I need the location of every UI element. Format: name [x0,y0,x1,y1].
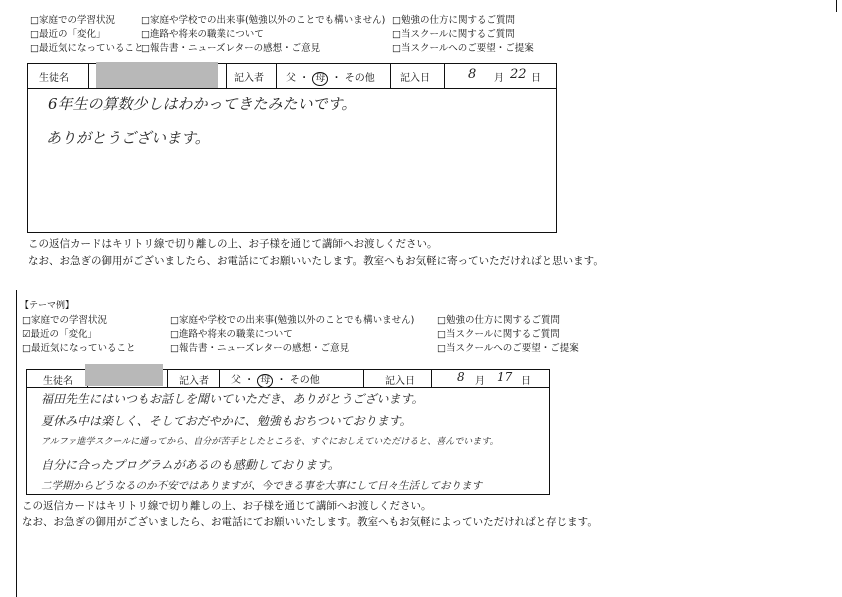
note-line: なお、お急ぎの御用がございましたら、お電話にてお願いいたします。教室へもお気軽に寄っていただければと思います。 [28,255,604,267]
writer-label: 記入者 [234,73,264,84]
date-label: 記入日 [385,376,415,387]
mother-option-circled[interactable]: 母 [312,72,328,86]
topic-col-3 [392,14,534,56]
month-unit: 月 [475,376,485,387]
topic-col-1 [30,14,143,56]
card-1-header-row [27,63,557,89]
handwriting-line: 福田先生にはいつもお話しを聞いていただき、ありがとうございます。 [41,392,424,406]
topic-item[interactable]: □当スクールに関するご質問 [437,329,560,340]
father-option[interactable]: 父 [286,73,296,84]
topic-item[interactable]: □最近気になっていること [22,343,136,354]
handwriting-line: ありがとうございます。 [46,129,210,147]
handwriting-line: 二学期からどうなるのか不安ではありますが、今できる事を大事にして日々生活しております [41,480,482,492]
section-label: 【テーマ例】 [20,301,75,311]
month-value[interactable]: 8 [468,67,477,82]
student-label: 生徒名 [39,73,69,84]
writer-options: 父 ・ 母 ・ その他 [286,73,375,84]
topic-item[interactable]: □報告書・ニューズレターの感想・ご意見 [170,343,350,354]
handwriting-line: アルファ進学スクールに通ってから、自分が苦手としたところを、すぐにおしえていただけると、喜んでいます。 [41,437,499,447]
left-margin-line [16,290,17,597]
topic-item[interactable]: □勉強の仕方に関するご質問 [392,15,515,26]
note-line: なお、お急ぎの御用がございましたら、お電話にてお願いいたします。教室へもお気軽によっていただければと存じます。 [22,516,598,528]
day-value[interactable]: 17 [497,370,513,384]
card-2-message-box[interactable] [26,386,550,495]
day-unit: 日 [531,73,541,84]
topic-col-2 [170,314,414,356]
topic-col-3 [437,314,579,356]
day-unit: 日 [521,376,531,387]
month-value[interactable]: 8 [457,370,465,384]
other-option[interactable]: その他 [289,375,320,386]
card-1-message-box[interactable] [27,87,557,233]
topic-item[interactable]: □最近の「変化」 [30,29,106,40]
topic-item[interactable]: □報告書・ニューズレターの感想・ご意見 [141,43,321,54]
writer-options: 父 ・ 母 ・ その他 [231,375,320,386]
handwriting-line: 夏休み中は楽しく、そしておだやかに、勉強もおちついております。 [41,414,412,428]
date-label: 記入日 [400,73,430,84]
topic-item[interactable]: □家庭での学習状況 [30,15,115,26]
topic-item[interactable]: □当スクールに関するご質問 [392,29,515,40]
topic-item[interactable]: □進路や将来の職業について [141,29,264,40]
other-option[interactable]: その他 [344,73,375,84]
topic-col-1 [22,314,135,356]
note-line: この返信カードはキリトリ線で切り離しの上、お子様を通じて講師へお渡しください。 [28,238,438,250]
topic-item[interactable]: □当スクールへのご要望・ご提案 [392,43,534,54]
checkbox-checked-icon[interactable]: ☑ [22,329,31,340]
note-line: この返信カードはキリトリ線で切り離しの上、お子様を通じて講師へお渡しください。 [22,500,432,512]
topic-item[interactable]: □家庭や学校での出来事(勉強以外のことでも構いません) [141,15,386,26]
student-name-redacted [96,62,218,88]
student-name-redacted [85,364,163,386]
topic-item[interactable]: □最近気になっていること [30,43,144,54]
month-unit: 月 [494,73,504,84]
handwriting-line: 自分に合ったプログラムがあるのも感動しております。 [41,458,340,472]
topic-item[interactable]: □家庭での学習状況 [22,315,107,326]
father-option[interactable]: 父 [231,375,241,386]
topic-item-checked[interactable]: ☑最近の「変化」 [22,329,98,340]
mother-option-circled[interactable]: 母 [257,374,273,388]
topic-col-2 [141,14,385,56]
topic-item[interactable]: □進路や将来の職業について [170,329,293,340]
topic-item[interactable]: □勉強の仕方に関するご質問 [437,315,560,326]
handwriting-line: 6年生の算数少しはわかってきたみたいです。 [48,95,357,113]
margin-line [836,0,837,12]
topic-item[interactable]: □当スクールへのご要望・ご提案 [437,343,579,354]
day-value[interactable]: 22 [510,67,527,82]
student-label: 生徒名 [43,376,73,387]
writer-label: 記入者 [179,376,209,387]
topic-item[interactable]: □家庭や学校での出来事(勉強以外のことでも構いません) [170,315,415,326]
